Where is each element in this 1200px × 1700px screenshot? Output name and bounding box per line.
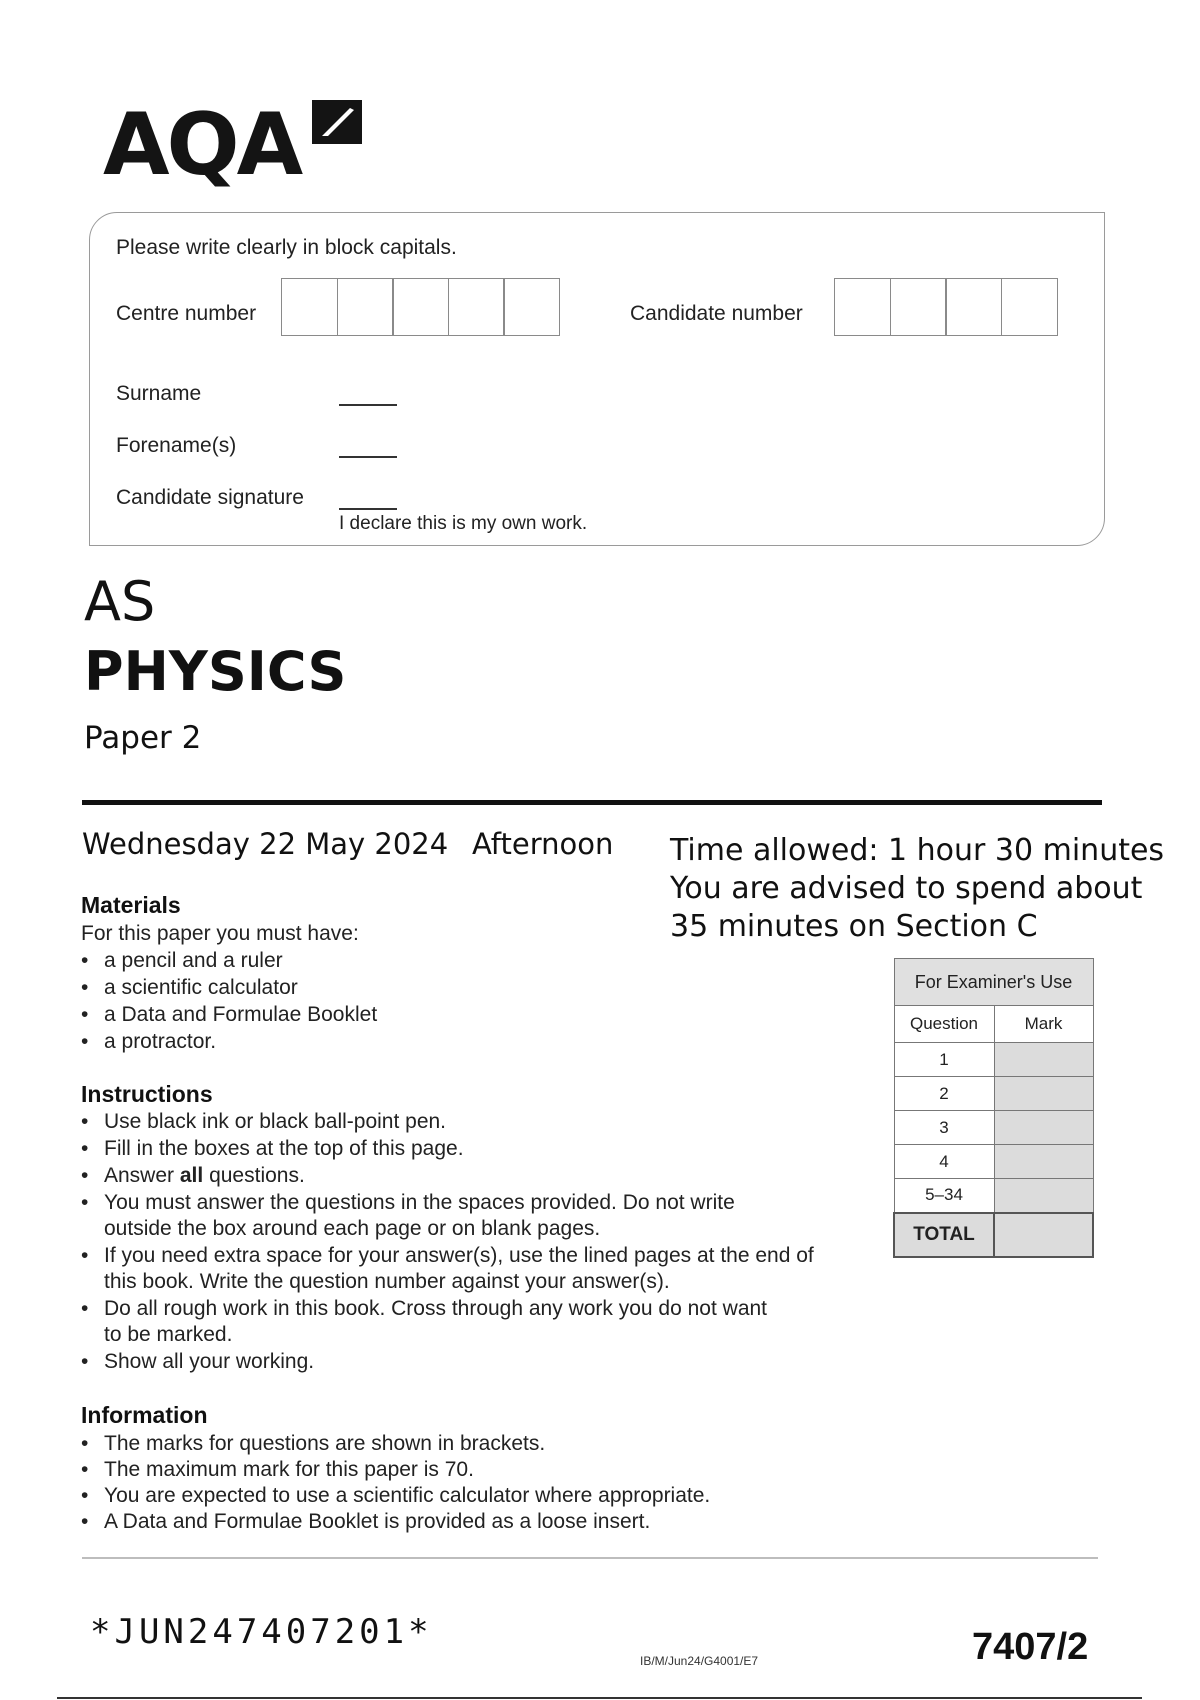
centre-digit-box[interactable] xyxy=(281,278,338,336)
aqa-logo xyxy=(103,95,366,195)
qualification-level: AS xyxy=(84,570,156,633)
table-row xyxy=(894,1179,1093,1213)
candidate-number-label: Candidate number xyxy=(630,302,803,325)
instruction-item: • Fill in the boxes at the top of this page. xyxy=(81,1136,881,1162)
centre-digit-box[interactable] xyxy=(448,278,505,336)
table-row xyxy=(894,1043,1093,1077)
table-row xyxy=(894,1111,1093,1145)
advice-line-2: 35 minutes on Section C xyxy=(670,909,1038,944)
materials-item: • a scientific calculator xyxy=(81,974,781,1001)
candidate-digit-box[interactable] xyxy=(945,278,1002,336)
forename-label: Forename(s) xyxy=(116,434,237,457)
surname-field[interactable] xyxy=(339,404,397,406)
centre-number-boxes[interactable] xyxy=(281,278,559,336)
centre-digit-box[interactable] xyxy=(337,278,394,336)
reference-code: IB/M/Jun24/G4001/E7 xyxy=(640,1654,759,1668)
advice-line-1: You are advised to spend about xyxy=(670,871,1143,906)
instruction-item: • If you need extra space for your answer(s), use the lined pages at the end of this book. Write the question number against your answer(s). xyxy=(81,1243,881,1295)
footer-divider xyxy=(82,1557,1098,1559)
candidate-digit-box[interactable] xyxy=(834,278,891,336)
materials-section xyxy=(81,892,781,1055)
instruction-item: • Answer all questions. xyxy=(81,1163,881,1189)
paper-number: Paper 2 xyxy=(84,720,202,756)
information-item: • The marks for questions are shown in brackets. xyxy=(81,1431,881,1457)
mark-column-header: Mark xyxy=(994,1006,1093,1043)
mark-cell xyxy=(994,1179,1093,1213)
logo-text: AQA xyxy=(103,95,301,195)
question-cell: 5–34 xyxy=(894,1179,994,1213)
signature-field[interactable] xyxy=(339,508,397,510)
information-item: • The maximum mark for this paper is 70. xyxy=(81,1457,881,1483)
subject-title: PHYSICS xyxy=(84,640,347,703)
instruction-item: • Show all your working. xyxy=(81,1349,881,1375)
question-cell: 1 xyxy=(894,1043,994,1077)
instruction-item: • Use black ink or black ball-point pen. xyxy=(81,1109,881,1135)
centre-digit-box[interactable] xyxy=(503,278,560,336)
table-row xyxy=(894,1145,1093,1179)
time-allowed: Time allowed: 1 hour 30 minutes xyxy=(670,833,1165,868)
mark-cell xyxy=(994,1145,1093,1179)
instruction-item: • Do all rough work in this book. Cross through any work you do not want to be marked. xyxy=(81,1296,881,1348)
question-cell: 4 xyxy=(894,1145,994,1179)
surname-label: Surname xyxy=(116,382,202,405)
instruction-item: • You must answer the questions in the spaces provided. Do not write outside the box around each page or on blank pages. xyxy=(81,1190,881,1242)
signature-label: Candidate signature xyxy=(116,486,304,509)
candidate-number-boxes[interactable] xyxy=(834,278,1056,336)
total-row xyxy=(894,1213,1093,1257)
materials-item: • a Data and Formulae Booklet xyxy=(81,1001,781,1028)
materials-intro: For this paper you must have: xyxy=(81,922,359,945)
materials-item: • a protractor. xyxy=(81,1028,781,1055)
barcode-text: *JUN247407201* xyxy=(90,1612,433,1652)
block-capitals-instruction: Please write clearly in block capitals. xyxy=(116,236,457,259)
information-item: • You are expected to use a scientific calculator where appropriate. xyxy=(81,1483,881,1509)
materials-item: • a pencil and a ruler xyxy=(81,947,781,974)
information-section xyxy=(81,1402,881,1535)
question-cell: 2 xyxy=(894,1077,994,1111)
total-label: TOTAL xyxy=(894,1213,994,1257)
mark-cell xyxy=(994,1077,1093,1111)
paper-code: 7407/2 xyxy=(972,1626,1089,1668)
instructions-section xyxy=(81,1081,881,1376)
table-row xyxy=(894,1077,1093,1111)
forename-field[interactable] xyxy=(339,456,397,458)
mark-cell xyxy=(994,1043,1093,1077)
aqa-leaf-icon xyxy=(308,96,366,156)
question-cell: 3 xyxy=(894,1111,994,1145)
total-mark-cell xyxy=(994,1213,1093,1257)
declaration-text: I declare this is my own work. xyxy=(339,513,588,534)
information-item: • A Data and Formulae Booklet is provided as a loose insert. xyxy=(81,1509,881,1535)
heavy-divider xyxy=(82,800,1102,805)
examiners-use-table xyxy=(893,958,1094,1258)
information-heading: Information xyxy=(81,1402,208,1428)
candidate-digit-box[interactable] xyxy=(1001,278,1058,336)
exam-session: Afternoon xyxy=(472,827,614,861)
exam-date: Wednesday 22 May 2024 xyxy=(82,827,449,861)
examiners-use-title: For Examiner's Use xyxy=(894,959,1093,1006)
centre-digit-box[interactable] xyxy=(392,278,449,336)
mark-cell xyxy=(994,1111,1093,1145)
candidate-digit-box[interactable] xyxy=(890,278,947,336)
centre-number-label: Centre number xyxy=(116,302,257,325)
materials-heading: Materials xyxy=(81,892,181,918)
question-column-header: Question xyxy=(894,1006,994,1043)
bottom-border xyxy=(57,1697,1142,1699)
instructions-heading: Instructions xyxy=(81,1081,213,1107)
